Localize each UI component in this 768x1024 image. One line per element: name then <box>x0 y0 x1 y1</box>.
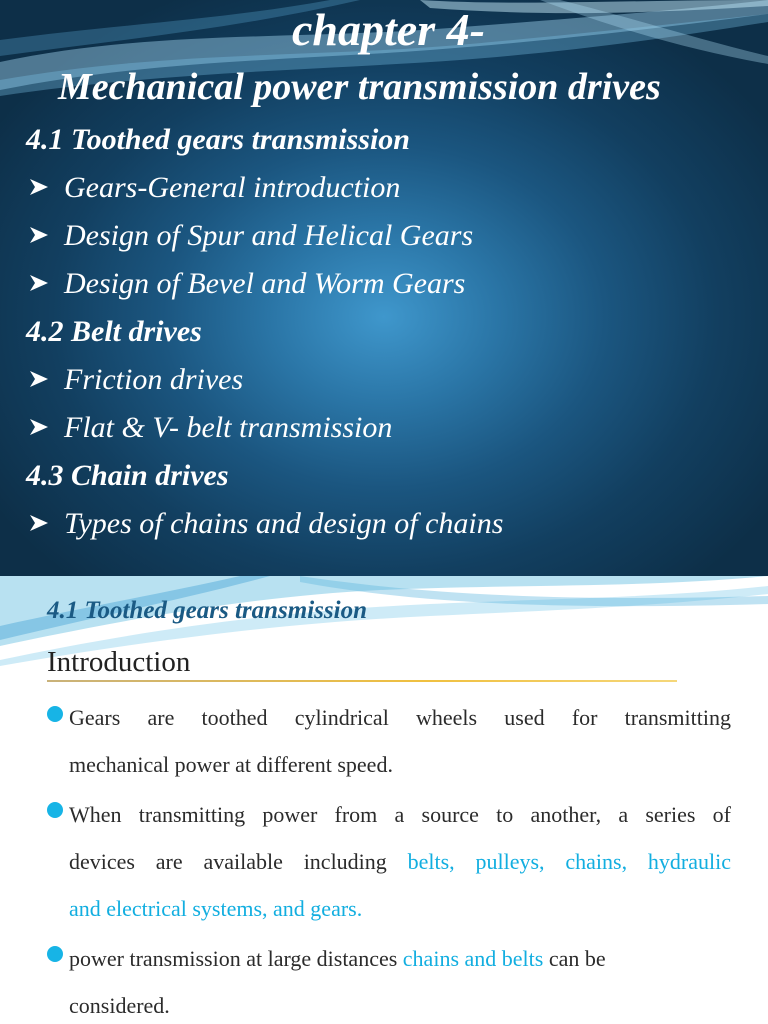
arrowhead-icon <box>28 514 50 532</box>
arrowhead-icon <box>28 418 50 436</box>
outline-item-label: Flat & V- belt transmission <box>64 411 393 444</box>
outline-item-label: Types of chains and design of chains <box>64 507 504 540</box>
filled-circle-icon <box>47 706 63 722</box>
outline-item <box>26 264 465 304</box>
outline-item-label: Friction drives <box>64 363 244 396</box>
bullet-line: When transmitting power from a source to another, a series of <box>69 802 731 827</box>
bullet-text: can be <box>543 946 606 971</box>
bullet-text: power transmission at large distances <box>69 946 403 971</box>
outline-item-label: Design of Spur and Helical Gears <box>64 219 474 252</box>
filled-circle-icon <box>47 946 63 962</box>
section-title: Introduction <box>47 646 191 678</box>
arrowhead-icon <box>28 370 50 388</box>
bullet-line: considered. <box>69 993 170 1018</box>
slide-header: 4.1 Toothed gears transmission <box>47 597 367 624</box>
outline-item <box>26 216 473 256</box>
arrowhead-icon <box>28 178 50 196</box>
highlighted-text: belts, pulleys, chains, hydraulic <box>407 849 731 874</box>
title-underline <box>47 680 677 682</box>
outline-item <box>26 360 243 400</box>
highlighted-text: and electrical systems, and gears. <box>69 896 363 921</box>
bullet-line: Gears are toothed cylindrical wheels used for transmitting <box>69 705 731 730</box>
filled-circle-icon <box>47 802 63 818</box>
bullet-text: devices are available including <box>69 849 408 874</box>
outline-item <box>26 408 392 448</box>
bullet-line: mechanical power at different speed. <box>69 752 393 777</box>
highlighted-text: chains and belts <box>402 946 544 971</box>
outline-item <box>26 168 400 208</box>
arrowhead-icon <box>28 226 50 244</box>
outline-section-4-3: 4.3 Chain drives <box>26 459 229 492</box>
outline-item <box>26 504 503 544</box>
outline-section-4-1: 4.1 Toothed gears transmission <box>26 123 410 156</box>
bullet-line <box>69 935 731 982</box>
bullet-line <box>69 838 731 885</box>
arrowhead-icon <box>28 274 50 292</box>
outline-section-4-2: 4.2 Belt drives <box>26 315 202 348</box>
outline-item-label: Gears-General introduction <box>64 171 401 204</box>
chapter-title: chapter 4- <box>292 4 485 55</box>
outline-item-label: Design of Bevel and Worm Gears <box>64 267 466 300</box>
introduction-slide <box>0 576 768 1024</box>
chapter-subtitle: Mechanical power transmission drives <box>58 66 661 108</box>
